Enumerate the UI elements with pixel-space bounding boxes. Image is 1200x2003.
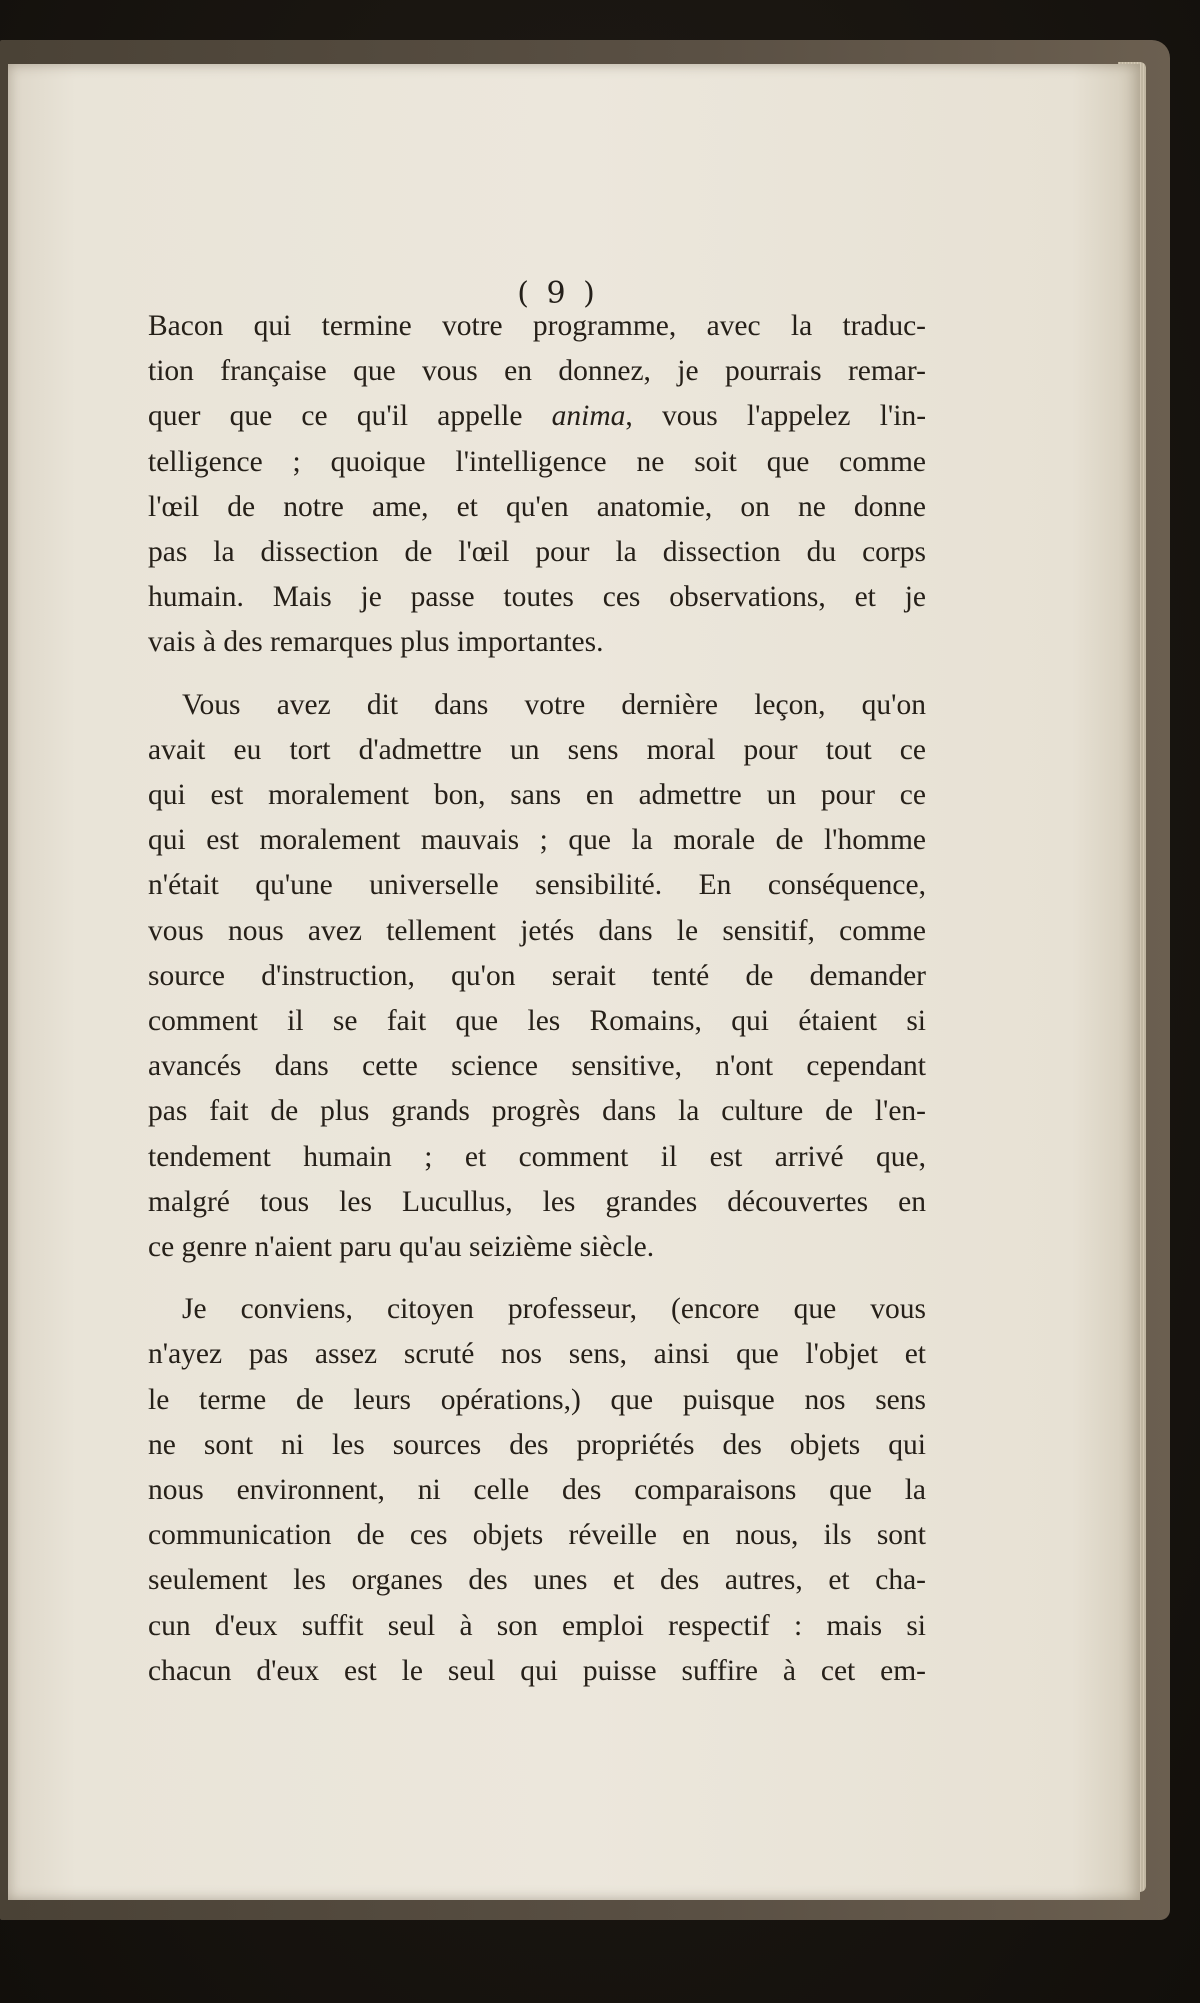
text-line: cun d'eux suffit seul à son emploi respectif : mais si <box>148 1609 926 1642</box>
text-line: vais à des remarques plus importantes. <box>148 626 604 659</box>
text-line: seulement les organes des unes et des autres, et cha- <box>148 1564 926 1597</box>
text-line: n'ayez pas assez scruté nos sens, ainsi que l'objet et <box>148 1338 926 1371</box>
text-line: tion française que vous en donnez, je pourrais remar- <box>148 355 926 388</box>
page-number: ( 9 ) <box>517 276 599 311</box>
text-line: humain. Mais je passe toutes ces observations, et je <box>148 581 926 614</box>
text-line: pas la dissection de l'œil pour la dissection du corps <box>148 536 926 569</box>
paragraph-1 <box>148 304 926 666</box>
text-line: chacun d'eux est le seul qui puisse suffire à cet em- <box>148 1654 926 1687</box>
text-line: communication de ces objets réveille en nous, ils sont <box>148 1519 926 1552</box>
text-line: telligence ; quoique l'intelligence ne soit que comme <box>148 445 926 478</box>
text-line: n'était qu'une universelle sensibilité. En conséquence, <box>148 869 926 902</box>
text-line: ne sont ni les sources des propriétés des objets qui <box>148 1428 926 1461</box>
text-line: le terme de leurs opérations,) que puisque nos sens <box>148 1383 926 1416</box>
text-run: , vous l'appelez l'in- <box>625 400 927 433</box>
italic-word: anima <box>551 400 626 433</box>
text-line: avait eu tort d'admettre un sens moral pour tout ce <box>148 733 926 766</box>
text-line: qui est moralement mauvais ; que la morale de l'homme <box>148 824 926 857</box>
text-line: vous nous avez tellement jetés dans le sensitif, comme <box>148 914 926 947</box>
text-run: quer que ce qu'il appelle <box>148 400 552 433</box>
paragraph-3 <box>148 1287 926 1694</box>
book-page <box>8 64 1140 1900</box>
text-line: Je conviens, citoyen professeur, (encore que vous <box>182 1293 926 1326</box>
text-line: tendement humain ; et comment il est arrivé que, <box>148 1140 926 1173</box>
text-line <box>148 394 926 439</box>
text-line: comment il se fait que les Romains, qui étaient si <box>148 1005 926 1038</box>
text-line: pas fait de plus grands progrès dans la culture de l'en- <box>148 1095 926 1128</box>
text-line: malgré tous les Lucullus, les grandes découvertes en <box>148 1185 926 1218</box>
text-line: Bacon qui termine votre programme, avec la traduc- <box>148 310 926 342</box>
text-line: source d'instruction, qu'on serait tenté de demander <box>148 959 926 992</box>
text-line: qui est moralement bon, sans en admettre un pour ce <box>148 779 926 812</box>
page-body <box>148 304 926 1694</box>
text-line: Vous avez dit dans votre dernière leçon, qu'on <box>182 688 926 721</box>
paragraph-2 <box>148 683 926 1271</box>
text-line: nous environnent, ni celle des comparaisons que la <box>148 1474 926 1507</box>
text-line: ce genre n'aient paru qu'au seizième siècle. <box>148 1231 655 1264</box>
text-line: avancés dans cette science sensitive, n'ont cependant <box>148 1050 926 1083</box>
text-line: l'œil de notre ame, et qu'en anatomie, on ne donne <box>148 490 926 523</box>
